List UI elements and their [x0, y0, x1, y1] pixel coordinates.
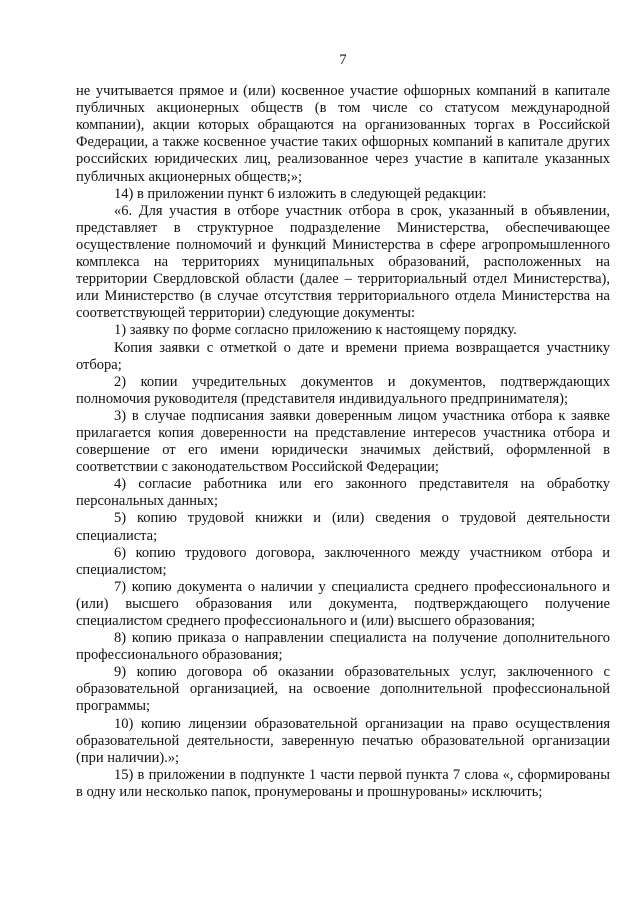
- paragraph: «6. Для участия в отборе участник отбора в срок, указанный в объявлении, представляет в структурное подразделение Министерства, обеспечивающее осуществление полномочий и функций Министерства в сфере агропромышленного комплекса на территориях муниципальных образований, расположенных на территории Свердловской области (далее – территориальный отдел Министерства), или Министерство (в случае отсутствия территориального отдела Министерства на соответствующей территории) следующие документы:: [76, 202, 610, 322]
- list-item: 5) копию трудовой книжки и (или) сведения о трудовой деятельности специалиста;: [76, 510, 610, 544]
- paragraph: 14) в приложении пункт 6 изложить в следующей редакции:: [114, 185, 487, 202]
- document-page: [76, 52, 610, 801]
- list-item: 4) согласие работника или его законного представителя на обработку персональных данных;: [76, 476, 610, 510]
- list-item: 1) заявку по форме согласно приложению к настоящему порядку.: [114, 322, 517, 339]
- list-item: 3) в случае подписания заявки доверенным лицом участника отбора к заявке прилагается копия доверенности на представление интересов участника отбора и совершение от его имени юридически значимых действий, оформленной в соответствии с законодательством Российской Федерации;: [76, 407, 610, 476]
- paragraph: не учитывается прямое и (или) косвенное участие офшорных компаний в капитале публичных акционерных обществ (в том числе со статусом международной компании), акции которых обращаются на организованных торгах в Российской Федерации, а также косвенное участие таких офшорных компаний в капитале других российских юридических лиц, реализованное через участие в капитале указанных публичных акционерных обществ;»;: [76, 83, 610, 185]
- list-item: 6) копию трудового договора, заключенного между участником отбора и специалистом;: [76, 544, 610, 578]
- list-item: 7) копию документа о наличии у специалиста среднего профессионального и (или) высшего образования или документа, подтверждающего получение специалистом среднего профессионального и (или) высшего образования;: [76, 578, 610, 629]
- paragraph: Копия заявки с отметкой о дате и времени приема возвращается участнику отбора;: [76, 339, 610, 373]
- paragraph: 15) в приложении в подпункте 1 части первой пункта 7 слова «, сформированы в одну или несколько папок, пронумерованы и прошнурованы» исключить;: [76, 766, 610, 800]
- list-item: 10) копию лицензии образовательной организации на право осуществления образовательной деятельности, заверенную печатью образовательной организации (при наличии).»;: [76, 715, 610, 766]
- list-item: 8) копию приказа о направлении специалиста на получение дополнительного профессионального образования;: [76, 630, 610, 664]
- list-item: 2) копии учредительных документов и документов, подтверждающих полномочия руководителя (представителя индивидуального предпринимателя);: [76, 373, 610, 407]
- list-item: 9) копию договора об оказании образовательных услуг, заключенного с образовательной организацией, на освоение дополнительной профессиональной программы;: [76, 664, 610, 715]
- page-number: 7: [339, 52, 347, 68]
- document-body: [76, 83, 610, 801]
